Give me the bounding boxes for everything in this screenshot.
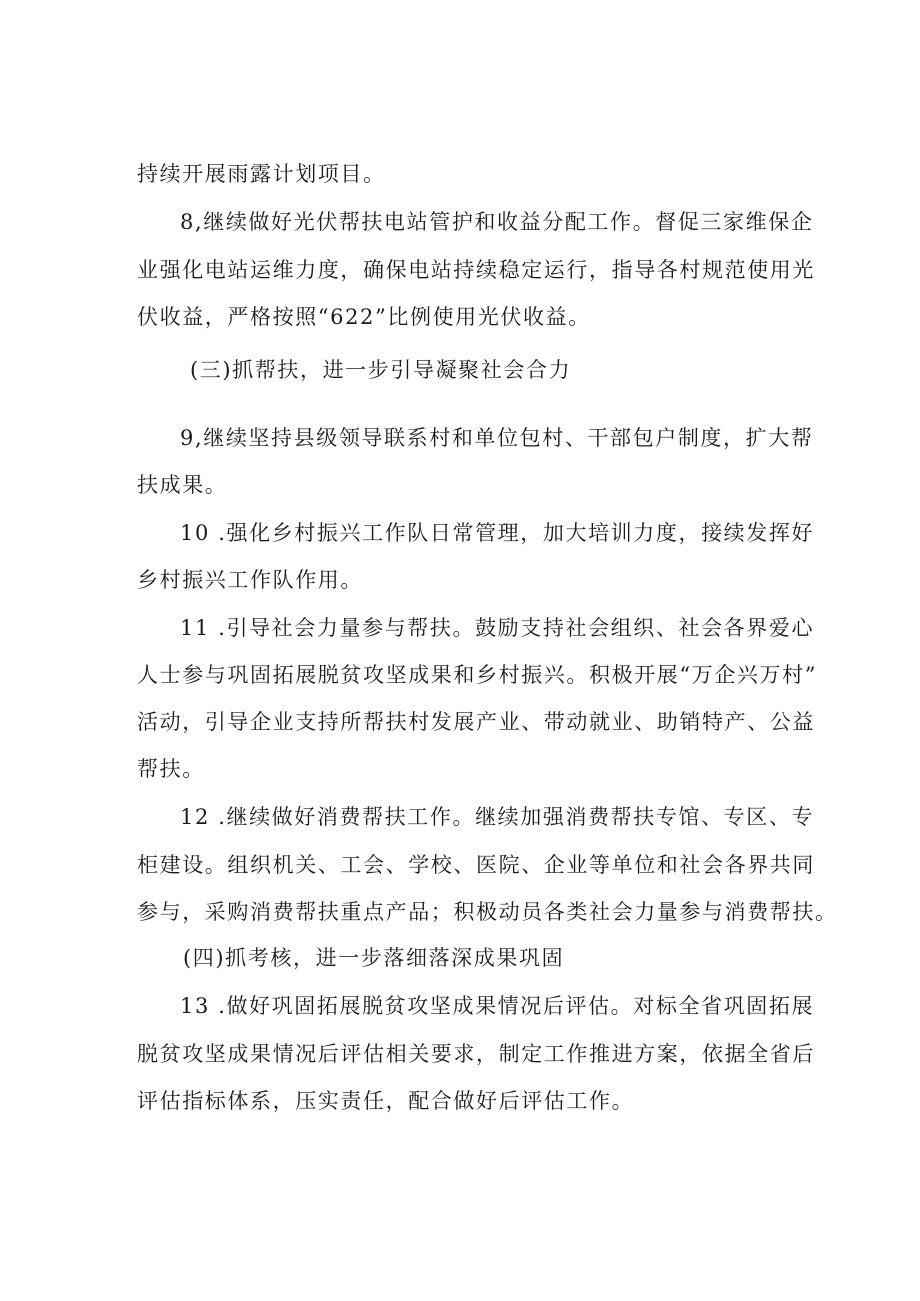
paragraph-line: 9,继续坚持县级领导联系村和单位包村、干部包户制度，扩大帮 — [180, 426, 814, 450]
paragraph-line: 人士参与巩固拓展脱贫攻坚成果和乡村振兴。积极开展“万企兴万村” — [137, 663, 818, 687]
paragraph-line: 乡村振兴工作队作用。 — [137, 568, 363, 592]
paragraph-line: 扶成果。 — [137, 473, 228, 497]
paragraph-line: 柜建设。组织机关、工会、学校、医院、企业等单位和社会各界共同 — [137, 853, 815, 877]
section-heading: (四)抓考核，进一步落细落深成果巩固 — [183, 946, 565, 970]
paragraph-line: 参与，采购消费帮扶重点产品；积极动员各类社会力量参与消费帮扶。 — [137, 900, 838, 924]
paragraph-line: 脱贫攻坚成果情况后评估相关要求，制定工作推进方案，依据全省后 — [137, 1042, 815, 1066]
section-heading: (三)抓帮扶，进一步引导凝聚社会合力 — [190, 358, 572, 382]
paragraph-line: 12 .继续做好消费帮扶工作。继续加强消费帮扶专馆、专区、专 — [180, 805, 815, 829]
paragraph-line: 评估指标体系，压实责任，配合做好后评估工作。 — [137, 1089, 635, 1113]
paragraph-line: 持续开展雨露计划项目。 — [137, 162, 386, 186]
paragraph-line: 11 .引导社会力量参与帮扶。鼓励支持社会组织、社会各界爱心 — [180, 616, 815, 640]
paragraph-line: 伏收益，严格按照“622”比例使用光伏收益。 — [137, 305, 591, 329]
paragraph-line: 活动，引导企业支持所帮扶村发展产业、带动就业、助销特产、公益 — [137, 710, 815, 734]
paragraph-line: 10 .强化乡村振兴工作队日常管理，加大培训力度，接续发挥好 — [180, 521, 815, 545]
paragraph-line: 13 .做好巩固拓展脱贫攻坚成果情况后评估。对标全省巩固拓展 — [180, 994, 815, 1018]
paragraph-line: 8,继续做好光伏帮扶电站管护和收益分配工作。督促三家维保企 — [180, 210, 814, 234]
paragraph-line: 帮扶。 — [137, 757, 205, 781]
paragraph-line: 业强化电站运维力度，确保电站持续稳定运行，指导各村规范使用光 — [137, 258, 815, 282]
